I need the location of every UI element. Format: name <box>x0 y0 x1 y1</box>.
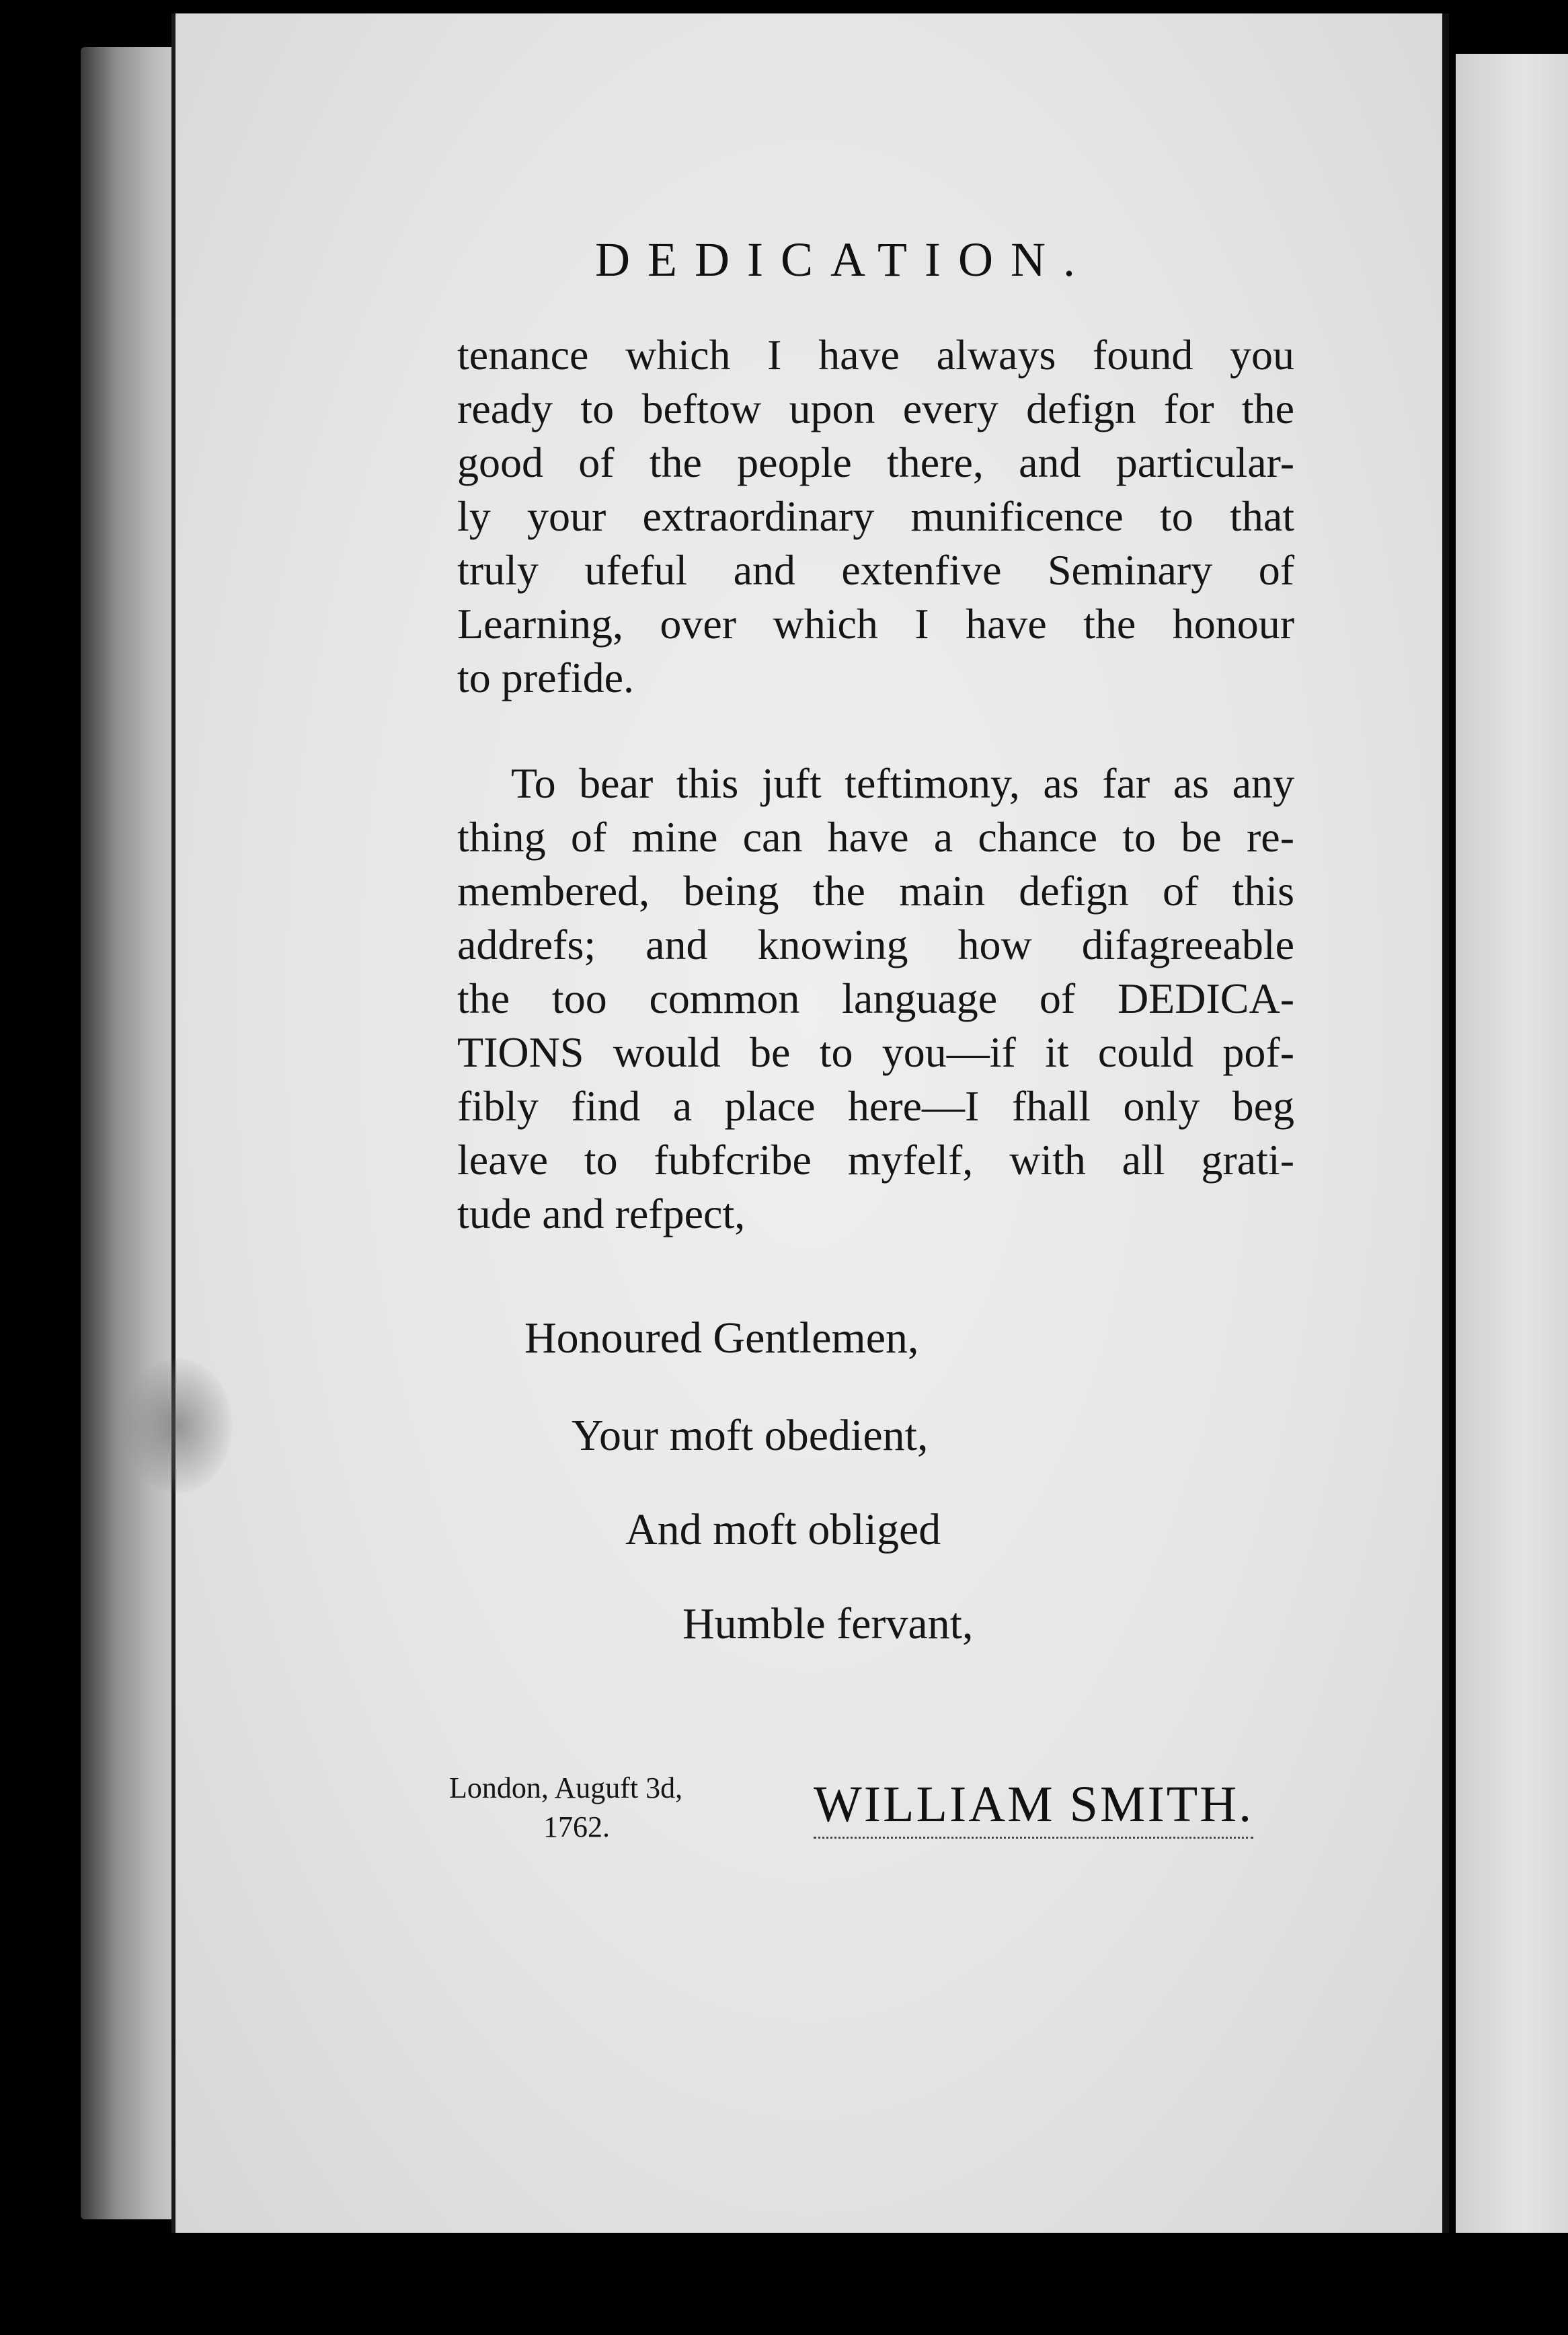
text-fragment: the too common language of <box>457 974 1076 1022</box>
text-line: ly your extraordinary munificence to that <box>457 492 1294 540</box>
closing-line: Your moft obedient, <box>572 1411 929 1460</box>
text-line: To bear this juft teftimony, as far as any <box>511 759 1294 807</box>
text-line <box>457 1026 1294 1079</box>
running-head: DEDICATION. <box>595 233 1093 286</box>
place-date-year: 1762. <box>543 1810 610 1843</box>
text-line: ready to beftow upon every defign for the <box>457 385 1294 432</box>
paper-stain <box>124 1358 232 1493</box>
text-line: Learning, over which I have the honour <box>457 600 1294 648</box>
signature: WILLIAM SMITH. <box>814 1775 1253 1839</box>
closing-line: Humble fervant, <box>682 1599 974 1648</box>
text-line: membered, being the main defign of this <box>457 867 1294 915</box>
text-line <box>457 972 1294 1026</box>
previous-page-edge <box>81 47 182 2219</box>
text-line: tude and refpect, <box>457 1190 746 1237</box>
place-date <box>449 1769 682 1847</box>
text-line: tenance which I have always found you <box>457 331 1294 379</box>
text-line: fibly find a place here—I fhall only beg <box>457 1082 1294 1130</box>
text-line: leave to fubfcribe myfelf, with all grati- <box>457 1136 1294 1184</box>
text-line: truly ufeful and extenfive Seminary of <box>457 546 1294 594</box>
closing-line: And moft obliged <box>625 1505 941 1554</box>
text-line: addrefs; and knowing how difagreeable <box>457 921 1294 968</box>
text-line: thing of mine can have a chance to be re- <box>457 813 1294 861</box>
text-fragment: would be to you—if it could pof- <box>613 1028 1295 1076</box>
salutation: Honoured Gentlemen, <box>524 1313 919 1363</box>
next-page-edge <box>1456 54 1568 2233</box>
text-line: to prefide. <box>457 654 634 701</box>
text-line: good of the people there, and particular- <box>457 438 1294 486</box>
small-caps-word: TIONS <box>457 1028 584 1076</box>
small-caps-word: DEDICA- <box>1117 974 1295 1022</box>
place-date-line: London, Auguft 3d, <box>449 1771 683 1804</box>
